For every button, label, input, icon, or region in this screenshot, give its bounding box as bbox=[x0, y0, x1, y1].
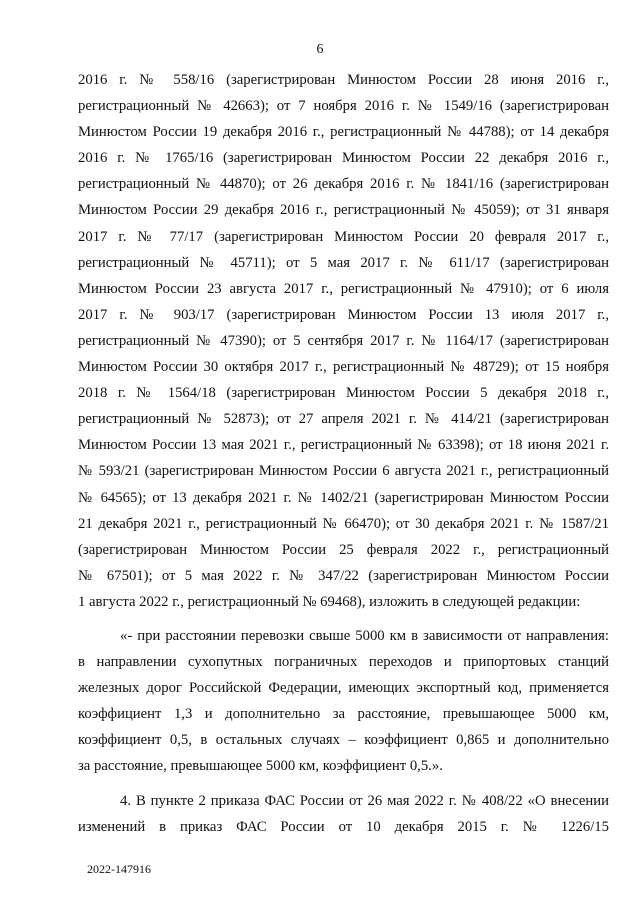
text-line: Минюстом России 29 декабря 2016 г., регистрационный № 45059); от 31 января bbox=[78, 202, 609, 219]
text-line: Минюстом России 19 декабря 2016 г., регистрационный № 44788); от 14 декабря bbox=[78, 124, 609, 141]
text-line: 2016 г. № 558/16 (зарегистрирован Минюстом России 28 июня 2016 г., bbox=[78, 72, 609, 88]
text-line: № 64565); от 13 декабря 2021 г. № 1402/21 (зарегистрирован Минюстом России bbox=[78, 489, 609, 506]
text-line: 21 декабря 2021 г., регистрационный № 66470); от 30 декабря 2021 г. № 1587/21 bbox=[78, 515, 609, 532]
text-line: № 67501); от 5 мая 2022 г. № 347/22 (зарегистрирован Минюстом России bbox=[78, 567, 609, 584]
text-line: регистрационный № 45711); от 5 мая 2017 г. № 611/17 (зарегистрирован bbox=[78, 254, 609, 271]
text-line: 2017 г. № 77/17 (зарегистрирован Минюстом России 20 февраля 2017 г., bbox=[78, 228, 609, 245]
text-line: 4. В пункте 2 приказа ФАС России от 26 мая 2022 г. № 408/22 «О внесении bbox=[120, 792, 609, 809]
text-line: «- при расстоянии перевозки свыше 5000 км в зависимости от направления: bbox=[120, 627, 609, 644]
text-line: 2016 г. № 1765/16 (зарегистрирован Минюстом России 22 декабря 2016 г., bbox=[78, 150, 609, 167]
text-line: Минюстом России 30 октября 2017 г., регистрационный № 48729); от 15 ноября bbox=[78, 359, 609, 376]
text-line: в направлении сухопутных пограничных переходов и припортовых станций bbox=[78, 654, 609, 671]
text-line: Минюстом России 23 августа 2017 г., регистрационный № 47910); от 6 июля bbox=[78, 280, 609, 297]
text-line: изменений в приказ ФАС России от 10 декабря 2015 г. № 1226/15 bbox=[78, 818, 609, 835]
text-line: 2018 г. № 1564/18 (зарегистрирован Минюстом России 5 декабря 2018 г., bbox=[78, 385, 609, 402]
text-line: коэффициент 0,5, в остальных случаях – коэффициент 0,865 и дополнительно bbox=[78, 732, 609, 749]
text-line: регистрационный № 47390); от 5 сентября 2017 г. № 1164/17 (зарегистрирован bbox=[78, 332, 609, 349]
page-number: 6 bbox=[316, 42, 324, 57]
document-code: 2022-147916 bbox=[87, 862, 151, 876]
document-body bbox=[78, 67, 609, 840]
text-line: 1 августа 2022 г., регистрационный № 69468), изложить в следующей редакции: bbox=[78, 593, 581, 610]
text-line: за расстояние, превышающее 5000 км, коэффициент 0,5.». bbox=[78, 758, 443, 775]
text-line: регистрационный № 44870); от 26 декабря 2016 г. № 1841/16 (зарегистрирован bbox=[78, 176, 609, 193]
text-line: коэффициент 1,3 и дополнительно за расстояние, превышающее 5000 км, bbox=[78, 706, 609, 723]
text-line: регистрационный № 42663); от 7 ноября 2016 г. № 1549/16 (зарегистрирован bbox=[78, 98, 609, 115]
text-line: Минюстом России 13 мая 2021 г., регистрационный № 63398); от 18 июня 2021 г. bbox=[78, 437, 609, 454]
text-line: регистрационный № 52873); от 27 апреля 2021 г. № 414/21 (зарегистрирован bbox=[78, 411, 609, 428]
text-line: № 593/21 (зарегистрирован Минюстом России 6 августа 2021 г., регистрационный bbox=[78, 463, 609, 480]
text-line: 2017 г. № 903/17 (зарегистрирован Минюстом России 13 июля 2017 г., bbox=[78, 306, 609, 323]
text-line: железных дорог Российской Федерации, имеющих экспортный код, применяется bbox=[78, 680, 609, 697]
text-line: (зарегистрирован Минюстом России 25 февраля 2022 г., регистрационный bbox=[78, 541, 609, 558]
